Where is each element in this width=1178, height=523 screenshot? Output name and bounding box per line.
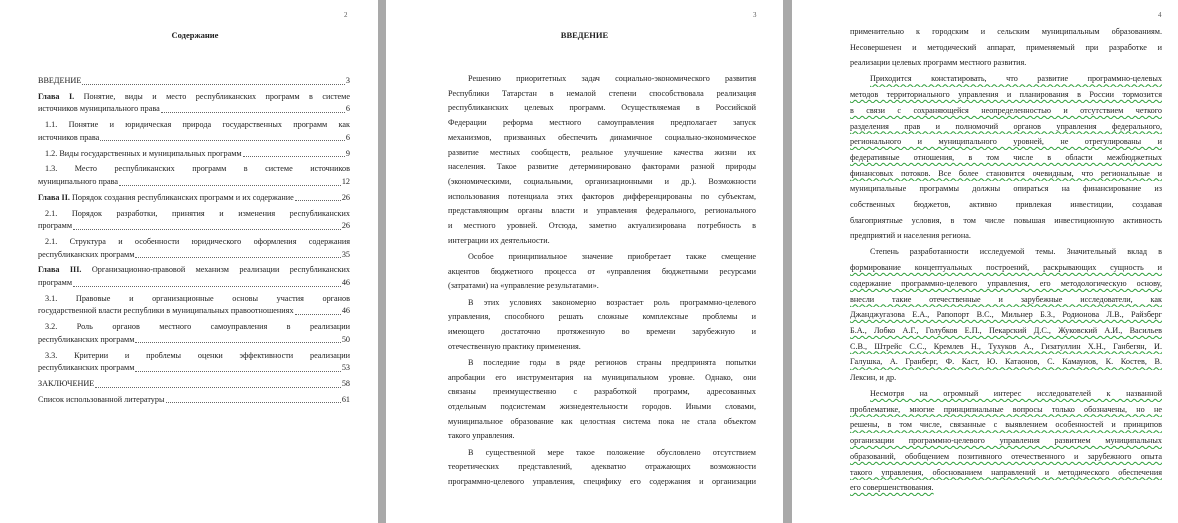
toc-page-number: 61	[341, 394, 350, 404]
toc-page-number: 12	[341, 177, 350, 186]
text-line: отдельным подсистемам жизнедеятельности городов. Иными словами,	[448, 401, 756, 411]
page-introduction	[386, 0, 783, 523]
toc-entry-line	[38, 362, 350, 375]
toc-entry-text	[38, 192, 294, 205]
toc-leader-dots	[73, 229, 341, 230]
text-line: благоприятные условия, в том числе повышая инвестиционную активность	[850, 215, 1162, 225]
toc-text: ВВЕДЕНИЕ	[38, 76, 82, 85]
toc-text: источников права	[38, 132, 100, 142]
text-line: решены, в том числе, связанные с выявлением особенностей и принципов	[850, 420, 1162, 430]
text-line: апробации его инструментария на муниципальном уровне. Однако, они	[448, 372, 756, 382]
text-line: отечественную практику применения.	[448, 341, 581, 351]
text-line: в связи с сохраняющейся неопределенностью и отсутствием четкого	[850, 105, 1162, 115]
text-line: методов территориального управления и планирования в России тормозится	[850, 90, 1162, 100]
page-contents	[0, 0, 378, 523]
toc-entry-line	[38, 103, 350, 116]
text-line: его совершенствования.	[850, 483, 934, 493]
text-line: Республики Татарстан в немалой степени способствовала реализация	[448, 88, 756, 98]
toc-entry-text	[38, 176, 118, 189]
toc-text: источников муниципального права	[38, 104, 160, 114]
toc-leader-dots	[100, 140, 345, 141]
text-line: (экономическими, социальными, организационными и др.). Возможности	[448, 176, 756, 186]
toc-leader-dots	[135, 257, 340, 258]
toc-leader-dots	[295, 314, 341, 315]
text-line: Несмотря на огромный интерес исследователей к названной	[870, 389, 1162, 398]
text-line: механизмов, призванных обеспечить динамичное социально-экономическое	[448, 132, 756, 142]
toc-text: 2.1. Порядок разработки, принятия и изменения республиканских	[45, 208, 350, 218]
text-line: и местного уровней. Отсюда, заметно актуализирована потребность в	[448, 221, 756, 230]
toc-text: 1.1. Понятие и юридическая природа государственных программ как	[45, 120, 350, 130]
toc-text: государственной власти республики в муниципальных правоотношениях	[38, 306, 294, 316]
toc-entry-text	[45, 148, 242, 161]
toc-entry-text	[38, 132, 99, 145]
toc-text: Порядок создания республиканских программ и их содержание	[72, 192, 294, 202]
toc-text: муниципального права	[38, 177, 118, 186]
text-line: Джанджугазова Е.А., Рапопорт В.С., Мильнер Б.З., Родионова Л.В., Райзберг	[850, 310, 1162, 320]
toc-entry-text	[38, 75, 81, 88]
text-line: Степень разработанности исследуемой темы. Значительный вклад в	[870, 247, 1162, 257]
toc-leader-dots	[243, 156, 345, 157]
text-line: республиканских целевых программ. Осуществляемая в Российской	[448, 103, 756, 113]
toc-entry-line	[38, 394, 350, 407]
text-line: содержание программно-целевого управления, его методологическую основу,	[850, 278, 1162, 288]
toc-page-number: 6	[345, 132, 350, 142]
toc-page-number: 46	[341, 306, 350, 316]
text-line: использования потенциала этих факторов дифференцированы по субъектам,	[448, 191, 756, 201]
toc-text: Организационно-правовой механизм реализации республиканских	[91, 265, 350, 275]
page-number: 2	[344, 11, 348, 19]
chapter-label: Глава II.	[38, 192, 70, 202]
text-line: управления, способного решать сложные комплексные проблемы и	[448, 312, 756, 322]
toc-page-number: 6	[345, 104, 350, 114]
text-line: финансовых потоков. Все более становится очевидным, что региональные и	[850, 168, 1162, 178]
toc-page-number: 35	[341, 249, 350, 259]
text-line: программно-целевого управления, специфику его содержания и организации	[448, 476, 756, 486]
text-line: (затратами) на «управление результатами».	[448, 281, 599, 291]
toc-page-number: 9	[345, 148, 350, 158]
text-line: теоретических представлений, адекватно отражающих возможности	[448, 462, 756, 472]
text-line: населения. Такое развитие детерминировано факторами разной природы	[448, 162, 756, 172]
text-line: акцентов бюджетного процесса от «управления бюджетными ресурсами	[448, 266, 756, 276]
toc-entry-text	[38, 394, 165, 407]
text-line: В последние годы в ряде регионов страны предпринята попытки	[468, 357, 756, 367]
toc-text: республиканских программ	[38, 249, 135, 259]
toc-leader-dots	[82, 84, 345, 85]
page-separator	[783, 0, 792, 523]
toc-entry-line	[45, 321, 350, 334]
chapter-label: Глава III.	[38, 265, 82, 275]
chapter-label: Глава I.	[38, 91, 75, 101]
text-line: Несовершенен и методический аппарат, применяемый при разработке и	[850, 42, 1162, 52]
toc-entry-line	[45, 236, 350, 249]
toc-entry-line	[45, 119, 350, 132]
toc-leader-dots	[135, 371, 340, 372]
toc-entry-line	[38, 334, 350, 347]
toc-text: программ	[38, 278, 73, 287]
toc-text: 3.2. Роль органов местного самоуправления в реализации	[45, 322, 350, 332]
toc-entry-line	[38, 249, 350, 262]
toc-leader-dots	[135, 342, 340, 343]
text-line: Галушка, А. Гранберг, Ф. Каст, Ю. Катаонов, С. Камаунов, К. Костев, В.	[850, 357, 1162, 367]
toc-page-number: 58	[341, 379, 350, 388]
text-line: собственных бюджетов, активно привлекая инвестиции, создавая	[850, 200, 1162, 209]
toc-entry-text	[38, 305, 294, 318]
toc-text: 3.1. Правовые и организационные основы участия органов	[45, 293, 350, 303]
toc-entry-line	[45, 293, 350, 306]
toc-entry-line	[38, 277, 350, 290]
toc-entry-text	[38, 362, 134, 375]
toc-entry-text	[38, 378, 94, 391]
toc-page-number: 53	[341, 363, 350, 373]
text-line: В существенной мере такое положение обусловлено отсутствием	[468, 447, 756, 457]
toc-entry-line	[45, 208, 350, 221]
toc-entry-line	[38, 220, 350, 233]
toc-leader-dots	[119, 185, 341, 186]
text-line: внесли такие отечественные и зарубежные исследователи, как	[850, 294, 1162, 304]
toc-entry-text	[38, 334, 134, 347]
text-line: представляющим органы власти и управления федерального, регионального	[448, 206, 756, 216]
toc-leader-dots	[166, 402, 341, 403]
toc-entry-line	[38, 378, 350, 391]
toc-entry-line	[38, 132, 350, 145]
text-line: Лексин, и др.	[850, 373, 897, 382]
text-line: интеграции их деятельности.	[448, 235, 550, 245]
toc-text: 1.3. Место республиканских программ в системе источников	[45, 164, 350, 174]
page-separator	[378, 0, 386, 523]
toc-entry-line	[45, 350, 350, 363]
toc-entry-line	[38, 176, 350, 189]
text-line: разделения прав и полномочий органов управления федерального,	[850, 121, 1162, 131]
toc-entry-text	[38, 103, 160, 116]
toc-entry-line	[38, 192, 350, 205]
toc-text: Понятие, виды и место республиканских программ в системе	[83, 91, 350, 101]
text-line: регионального и муниципального уровней, не отрегулированы и	[850, 137, 1162, 147]
text-line: такого управления.	[448, 431, 515, 441]
toc-text: республиканских программ	[38, 363, 135, 373]
toc-text: 2.1. Структура и особенности юридического оформления содержания	[45, 237, 350, 246]
text-line: Федерации реформа местного самоуправления предполагает запуск	[448, 118, 756, 128]
toc-text: 1.2. Виды государственных и муниципальных программ	[45, 148, 242, 158]
page-number: 3	[753, 11, 757, 19]
introduction-title: ВВЕДЕНИЕ	[560, 30, 609, 40]
text-line: организации программно-целевого управления развитием муниципальных	[850, 436, 1162, 446]
page-continuation	[792, 0, 1178, 523]
text-line: такого управления, обоснованием направлений и методического обеспечения	[850, 467, 1162, 477]
toc-entry-line	[45, 163, 350, 176]
toc-leader-dots	[161, 112, 345, 113]
toc-page-number: 26	[341, 221, 350, 231]
text-line: образований, обобщением позитивного отечественного и зарубежного опыта	[850, 451, 1162, 461]
text-line: Решению приоритетных задач социально-экономического развития	[468, 74, 756, 83]
text-line: предприятий и населения региона.	[850, 231, 971, 241]
text-line: В этих условиях закономерно возрастает роль программно-целевого	[468, 297, 756, 307]
toc-text: республиканских программ	[38, 334, 135, 344]
text-line: С.В., Штрейс С.С., Кремлев Н., Тухуков А., Гизатуллин Х.Н., Ганбегян, И.	[850, 341, 1162, 351]
text-line: муниципальное образование как целостная система пока не стала объектом	[448, 416, 756, 426]
toc-leader-dots	[73, 286, 341, 287]
toc-leader-dots	[295, 200, 341, 201]
text-line: Б.А., Лобко А.Г., Голубков Е.П., Пекарский Д.С., Жуковский А.И., Васильев	[850, 325, 1162, 335]
text-line: федеративные отношения, в том числе в области межбюджетных	[850, 152, 1162, 162]
toc-leader-dots	[95, 387, 341, 388]
toc-entry-text	[38, 249, 134, 262]
text-line: Приходится констатировать, что развитие программно-целевых	[870, 74, 1162, 84]
toc-page-number: 3	[345, 76, 350, 85]
toc-text: ЗАКЛЮЧЕНИЕ	[38, 379, 95, 388]
toc-entry-line	[38, 264, 350, 277]
toc-page-number: 26	[341, 192, 350, 202]
toc-entry-line	[38, 75, 350, 88]
text-line: Особое принципиальное значение приобретает также смещение	[468, 251, 756, 261]
toc-entry-line	[38, 305, 350, 318]
text-line: реализации целевых программ местного развития.	[850, 58, 1027, 68]
toc-text: программ	[38, 221, 73, 231]
text-line: формирование концептуальных построений, раскрывающих сущность и	[850, 263, 1162, 273]
toc-page-number: 50	[341, 334, 350, 344]
toc-entry-line	[45, 148, 350, 161]
toc-entry-line	[38, 91, 350, 104]
contents-title: Содержание	[171, 30, 219, 40]
page-number: 4	[1158, 11, 1162, 19]
text-line: имеющего достаточно протяженную во времени зарубежную и	[448, 326, 756, 336]
toc-entry-text	[38, 277, 72, 290]
text-line: связаны преимущественно с разработкой программ, адресованных	[448, 387, 756, 397]
toc-text: Список использованной литературы	[38, 394, 165, 404]
toc-page-number: 46	[341, 278, 350, 287]
text-line: проблематике, многие принципиальные вопросы только обозначены, но не	[850, 404, 1162, 414]
toc-text: 3.3. Критерии и проблемы оценки эффективности реализации	[45, 350, 350, 360]
text-line: развитие местных сообществ, реальное улучшение качества жизни их	[448, 147, 756, 157]
text-line: применительно к городским и сельским муниципальным образованиям.	[850, 27, 1162, 36]
text-line: муниципальные программы должны опираться на финансирование из	[850, 184, 1162, 194]
toc-entry-text	[38, 220, 72, 233]
